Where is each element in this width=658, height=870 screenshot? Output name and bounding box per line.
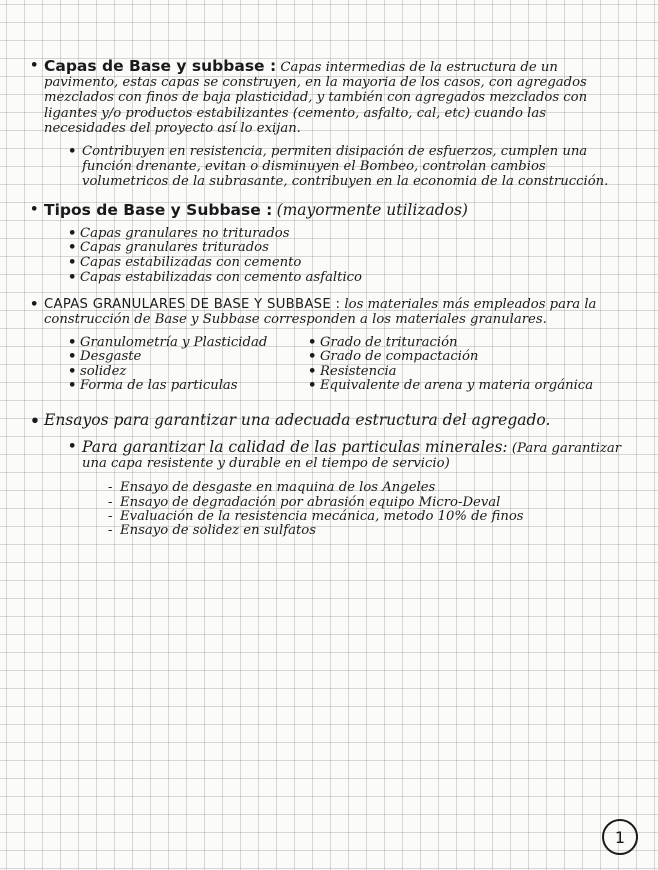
types-list <box>68 227 630 285</box>
list-item: • Resistencia <box>308 365 608 380</box>
list-item: - Evaluación de la resistencia mecánica, metodo 10% de finos <box>108 510 630 524</box>
section-note: (mayormente utilizados) <box>276 200 468 219</box>
list-item: • Desgaste <box>68 350 308 365</box>
list-item: • Capas granulares no triturados <box>68 227 630 242</box>
list-item: • Grado de trituración <box>308 336 608 351</box>
properties-column-right <box>308 336 608 394</box>
list-item: - Ensayo de desgaste en maquina de los Angeles <box>108 481 630 495</box>
tests-list <box>108 481 630 538</box>
list-item: • Forma de las particulas <box>68 379 308 394</box>
list-item: • Capas estabilizadas con cemento <box>68 256 630 271</box>
list-item: • Capas estabilizadas con cemento asfaltico <box>68 271 630 286</box>
list-item: - Ensayo de degradación por abrasión equipo Micro-Deval <box>108 496 630 510</box>
function-bullet: • Contribuyen en resistencia, permiten disipación de esfuerzos, cumplen una función drenante, evitan o disminuyen el Bombeo, controlan cambios volumetricos de la subrasante, contribuyen en la economia de la construcción. <box>68 144 630 190</box>
page-number: 1 <box>602 819 638 855</box>
list-item: - Ensayo de solidez en sulfatos <box>108 524 630 538</box>
section-base-subbase <box>30 58 630 136</box>
section-text: Capas intermedias de la estructura de un pavimento, estas capas se construyen, en la mayoria de los casos, con agregados mezclados con finos de baja plasticidad, y también con agregados mezclados con ligantes y/o productos estabilizantes (cemento, asfalto, cal, etc) cuando las necesidades del proyecto así lo exijan. <box>44 60 588 136</box>
section-granular <box>30 297 630 327</box>
section-heading: CAPAS GRANULARES DE BASE Y SUBBASE : <box>44 297 341 313</box>
list-item: • Capas granulares triturados <box>68 241 630 256</box>
particle-quality-bullet <box>68 439 630 471</box>
list-item: • Equivalente de arena y materia orgánica <box>308 379 608 394</box>
sub-heading: Para garantizar la calidad de las particulas minerales: <box>82 437 508 456</box>
handwritten-notes <box>30 58 630 538</box>
properties-column-left <box>68 336 308 394</box>
section-heading: Capas de Base y subbase : <box>44 57 277 75</box>
list-item: • solidez <box>68 365 308 380</box>
section-types <box>30 202 630 219</box>
sub-note: (Para garantizar una capa resistente y durable en el tiempo de servicio) <box>82 440 622 472</box>
properties-columns <box>68 336 630 394</box>
list-item: • Granulometría y Plasticidad <box>68 336 308 351</box>
section-heading: Tipos de Base y Subbase : <box>44 200 273 219</box>
section-text: los materiales más empleados para la construcción de Base y Subbase corresponden a los materiales granulares. <box>44 297 597 328</box>
section-tests: • Ensayos para garantizar una adecuada estructura del agregado. <box>30 412 630 429</box>
list-item: • Grado de compactación <box>308 350 608 365</box>
